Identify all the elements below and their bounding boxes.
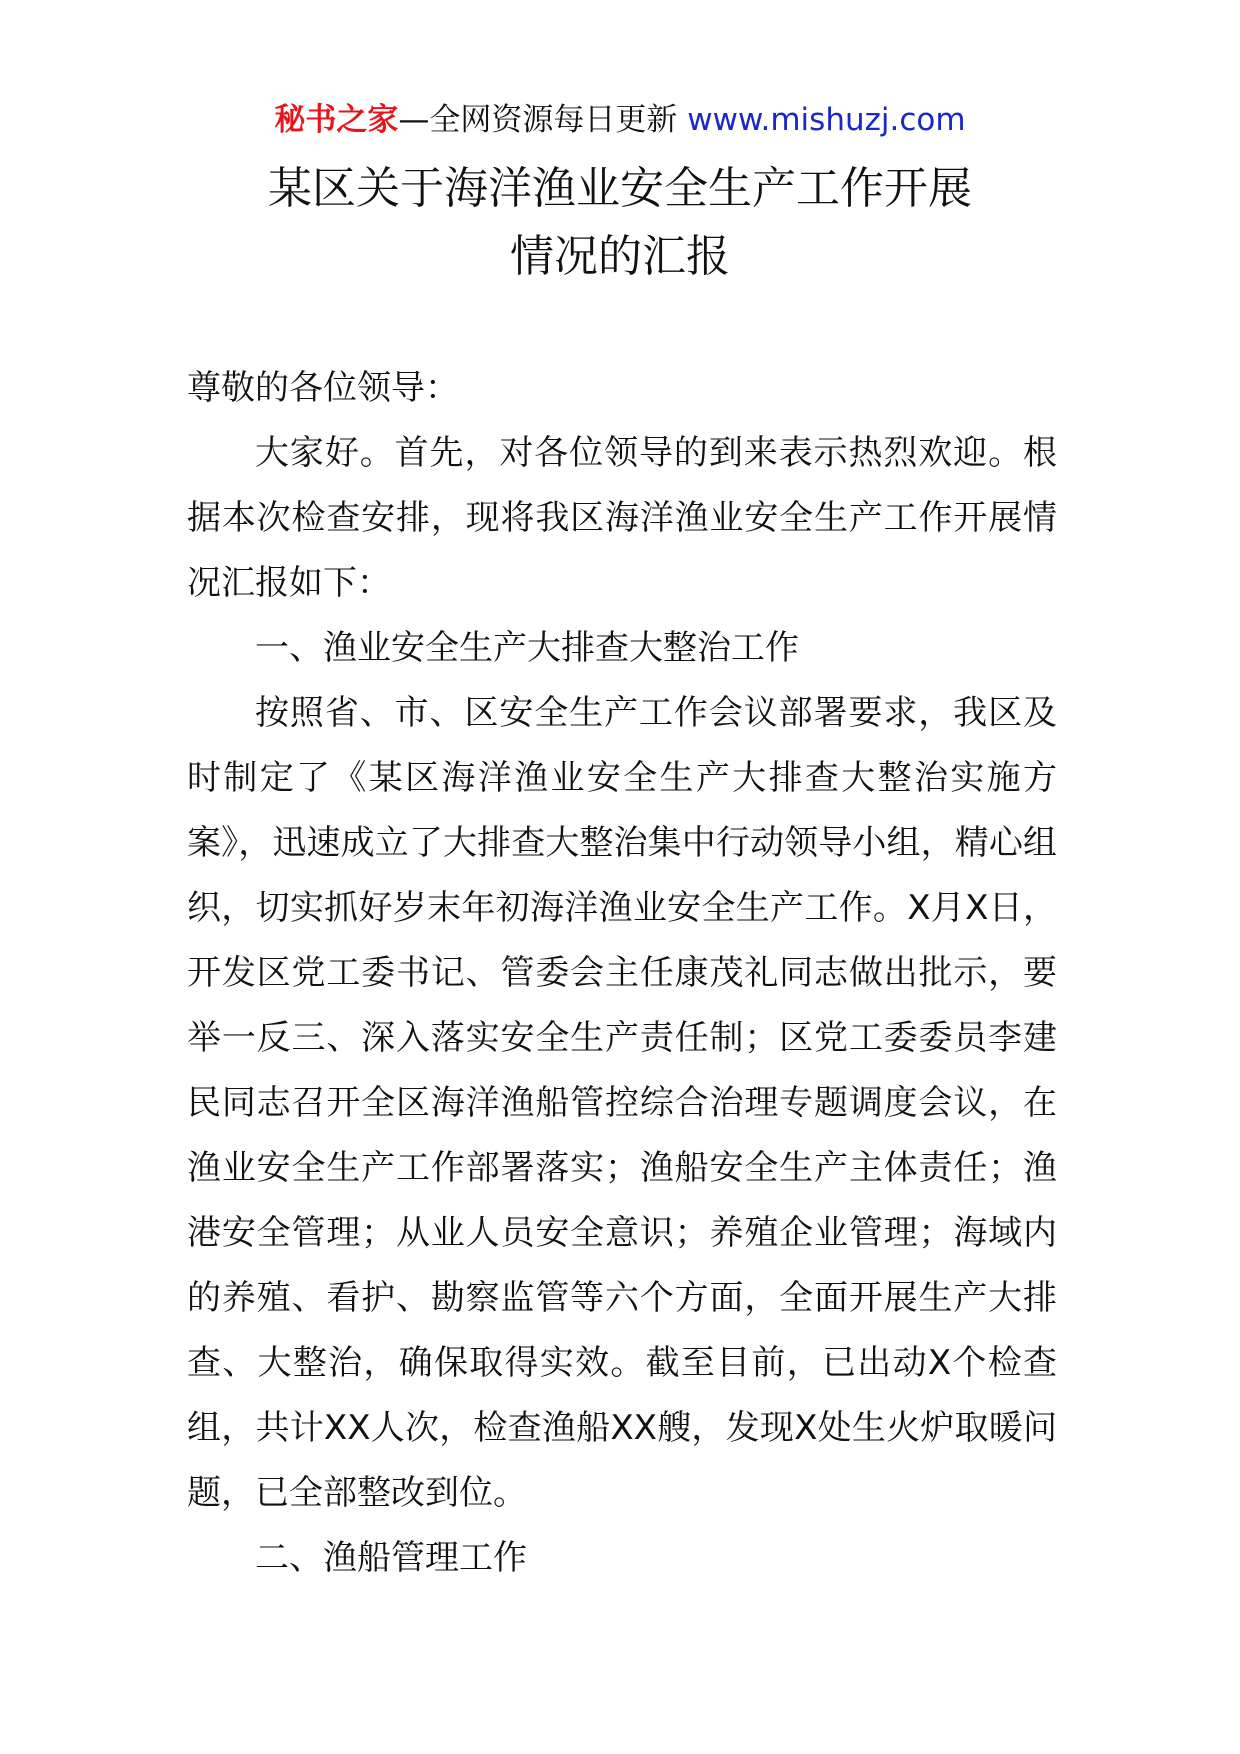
brand-name: 秘书之家 [274,102,399,138]
site-tagline: —全网资源每日更新 [398,102,678,138]
document-title-line-2: 情况的汇报 [510,231,730,282]
document-title-line-1: 某区关于海洋渔业安全生产工作开展 [268,163,972,214]
site-url-link[interactable]: www.mishuzj.com [687,102,966,138]
salutation: 尊敬的各位领导： [187,368,459,408]
document-body [187,356,1057,1591]
section-1-paragraph: 按照省、市、区安全生产工作会议部署要求，我区及时制定了《某区海洋渔业安全生产大排查大整治实施方案》，迅速成立了大排查大整治集中行动领导小组，精心组织，切实抓好岁末年初海洋渔业安全生产工作。X月X日，开发区党工委书记、管委会主任康茂礼同志做出批示，要举一反三、深入落实安全生产责任制；区党工委委员李建民同志召开全区海洋渔船管控综合治理专题调度会议，在渔业安全生产工作部署落实；渔船安全生产主体责任；渔港安全管理；从业人员安全意识；养殖企业管理；海域内的养殖、看护、勘察监管等六个方面，全面开展生产大排查、大整治，确保取得实效。截至目前，已出动X个检查组，共计XX人次，检查渔船XX艘，发现X处生火炉取暖问题，已全部整改到位。 [187,693,1057,1513]
intro-paragraph: 大家好。首先，对各位领导的到来表示热烈欢迎。根据本次检查安排，现将我区海洋渔业安全生产工作开展情况汇报如下： [187,433,1057,603]
section-2-heading: 二、渔船管理工作 [255,1538,527,1578]
section-1-heading: 一、渔业安全生产大排查大整治工作 [255,628,799,668]
site-banner [0,100,1240,140]
